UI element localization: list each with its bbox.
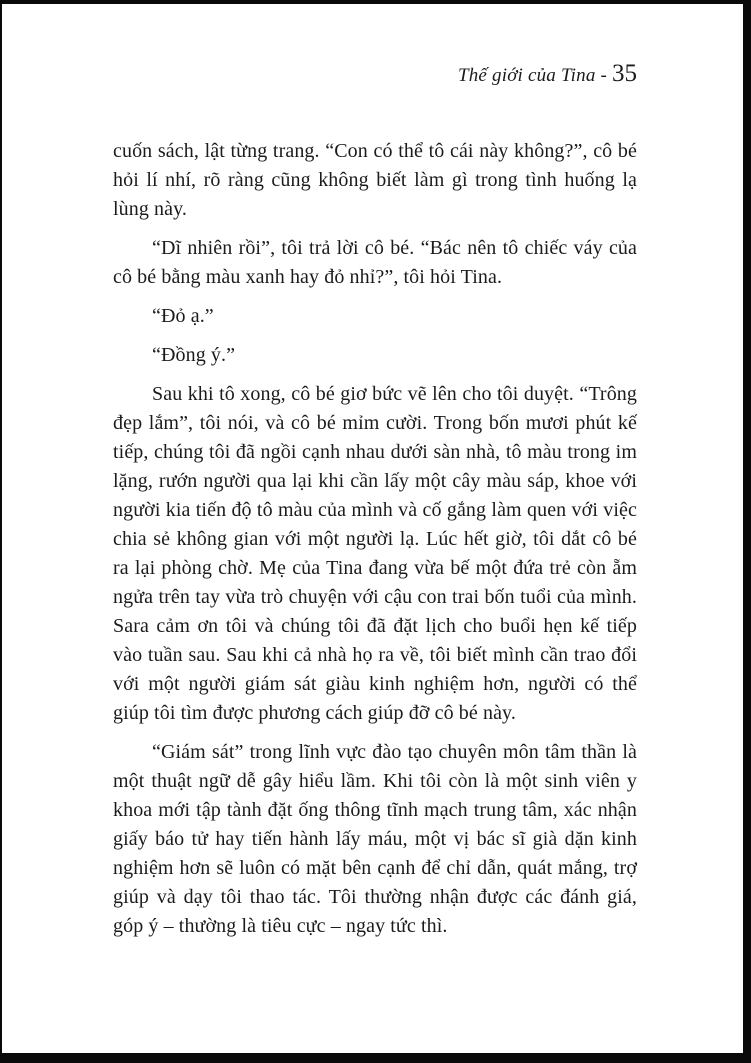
paragraph: cuốn sách, lật từng trang. “Con có thể tô cái này không?”, cô bé hỏi lí nhí, rõ ràng cũng không biết làm gì trong tình huống lạ lùng này. xyxy=(113,140,637,220)
paragraph: “Dĩ nhiên rồi”, tôi trả lời cô bé. “Bác nên tô chiếc váy của cô bé bằng màu xanh hay đỏ nhỉ?”, tôi hỏi Tina. xyxy=(113,237,637,288)
body-text xyxy=(113,137,637,941)
paragraph: “Đồng ý.” xyxy=(152,344,236,366)
page-header xyxy=(2,60,743,91)
header-separator: - xyxy=(595,65,612,86)
paragraph: “Đỏ ạ.” xyxy=(152,305,214,327)
running-title: Thế giới của Tina xyxy=(457,65,596,86)
paragraph: “Giám sát” trong lĩnh vực đào tạo chuyên môn tâm thần là một thuật ngữ dễ gây hiểu lầm. Khi tôi còn là một sinh viên y khoa mới tập tành đặt ống thông tĩnh mạch trung tâm, xác nhận giấy báo tử hay tiến hành lấy máu, một vị bác sĩ già dặn kinh nghiệm hơn sẽ luôn có mặt bên cạnh để chỉ dẫn, quát mắng, trợ giúp và dạy tôi thao tác. Tôi thường nhận được các đánh giá, góp ý – thường là tiêu cực – ngay tức thì. xyxy=(113,741,637,937)
paragraph: Sau khi tô xong, cô bé giơ bức vẽ lên cho tôi duyệt. “Trông đẹp lắm”, tôi nói, và cô bé mỉm cười. Trong bốn mươi phút kế tiếp, chúng tôi đã ngồi cạnh nhau dưới sàn nhà, tô màu trong im lặng, rướn người qua lại khi cần lấy một cây màu sáp, khoe với người kia tiến độ tô màu của mình và cố gắng làm quen với việc chia sẻ không gian với một người lạ. Lúc hết giờ, tôi dắt cô bé ra lại phòng chờ. Mẹ của Tina đang vừa bế một đứa trẻ còn ẵm ngửa trên tay vừa trò chuyện với cậu con trai bốn tuổi của mình. Sara cảm ơn tôi và chúng tôi đã đặt lịch cho buổi hẹn kế tiếp vào tuần sau. Sau khi cả nhà họ ra về, tôi biết mình cần trao đổi với một người giám sát giàu kinh nghiệm hơn, người có thể giúp tôi tìm được phương cách giúp đỡ cô bé này. xyxy=(113,383,637,724)
page-number: 35 xyxy=(612,60,637,87)
